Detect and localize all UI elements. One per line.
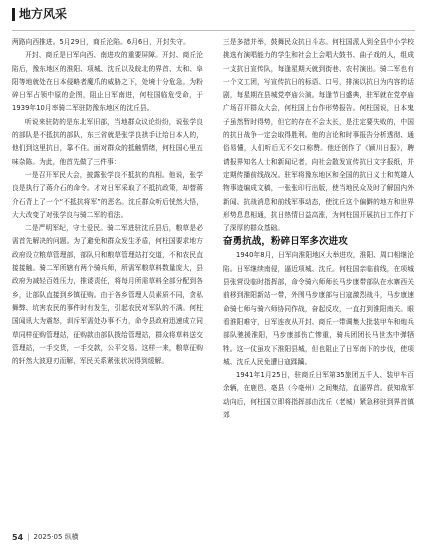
page-footer <box>12 532 79 542</box>
page-header <box>12 8 67 21</box>
issue-label: 2025·05 纵横 <box>33 533 79 541</box>
page-number: 54 <box>12 532 24 542</box>
right-column <box>223 36 414 422</box>
right-column-top <box>223 36 414 235</box>
left-column <box>12 36 203 368</box>
section-title: 地方风采 <box>12 8 67 21</box>
article-subheading: 奋勇抗战，粉碎日军多次进攻 <box>223 236 348 248</box>
right-column-bottom <box>223 249 414 422</box>
footer-divider: | <box>27 533 30 541</box>
header-rule <box>12 30 415 31</box>
paragraph: 1941年1月25日，驻商丘日军第35旅团五千人、装甲车百余辆，在鹿邑、亳县（今亳州）之间集结，直逼界首。获知敌军动向后，何柱国立即将指挥部由沈丘（老城）紧急移驻到界首镇郊 <box>223 371 414 420</box>
paragraph: 开封、商丘是日军向西、南进攻的重要屏障。开封、商丘沦陷后，豫东地区的淮阳、项城、沈丘以及皖北的界首、太和、阜阳等地就处在日本侵略者魔爪的威胁之下，处境十分危急。为粉碎日军占领中原的企图，阻止日军南进，何柱国临危受命，于1939年10月率骑二军驻防豫东地区的沈丘县。 <box>12 51 203 113</box>
paragraph: 三是多措并举，鼓舞民众抗日斗志。何柱国派人到全县中小学校挑选有演唱能力的学生和社会上会唱大鼓书、曲子戏的人，组成一支抗日宣传队，每逢星期天就到街巷、农村演出。骑二军也有一个文工团，写宣传抗日的标语、口号，排演以抗日为内容的话剧，每星期在县城党亭庙公演。每逢节日盛典，驻军就在党亭庙广场召开群众大会，何柱国上台作形势报告。何柱国说，日本鬼子虽然暂时得势，但它的存在不会太长，是注定要失败的，中国的抗日战争一定会取得胜利。他的言论和时事报告分析透彻、通俗易懂，人们听后无不交口称赞。他还创作了《颍川日报》，聘请报界知名人士和新闻记者，向社会散发宣传抗日文字报纸，并定期传播前线战况。驻军将豫东地区和全国的抗日义士和英雄人物事迹编成文稿，一张张印行出版，使当地民众及时了解国内外新闻、抗战消息和前线军事动态，使沈丘这个偏僻的地方和世界形势息息相通，抗日热情日益高涨，为何柱国开展抗日工作打下了深厚的群众基础。 <box>223 38 414 233</box>
paragraph: 1940年8月，日军向淮阳地区大举进攻，淮阳、周口相继沦陷。日军继续南侵，逼近项城、沈丘。何柱国亲临前线，在项城县张营设临时指挥部，命令骑六师师长马步康带部队在水寨西关前移到淮阳新站一带，外围马步康部与日寇激烈战斗，马步康速命骑七师与骑六师协同作战，奋起反攻，一直打到淮阳南关。眼看淮阳难守，日军连夜从开封、商丘一带调集大批装甲车和炮兵部队驰援淮阳，马步康部伤亡惨重，骑兵团团长马世杰中弹牺牲。这一仗虽攻下淮阳县城，但也阻止了日军南下的步伐，使项城、沈丘人民免遭日寇蹂躏。 <box>223 251 414 366</box>
paragraph: 两路向西推进。5月29日，商丘沦陷。6月6日，开封失守。 <box>12 38 190 46</box>
paragraph: 一是召开军民大会，披露张学良不抵抗的真相。他说，张学良是执行了蒋介石的命令。才对日军采取了不抵抗政策，却替蒋介石背上了一个“不抵抗将军”的恶名。沈丘群众听后恍然大悟，大大改变了对张学良与骑二军的看法。 <box>12 170 203 219</box>
paragraph: 听说来驻防的是东北军旧部，当地群众议论纷纷，说张学良的部队是不抵抗的部队，东三省就是张学良拱手让给日本人的，他们到这里抗日，靠不住。面对群众的抵触情绪，何柱国心里五味杂陈。为此，他首先做了三件事： <box>12 117 203 166</box>
paragraph: 二是严明军纪，守土爱民。骑二军进驻沈丘县后，粮草是必需首先解决的问题。为了避免和群众发生矛盾，何柱国要求地方政府设立粮草管理部，部队只和粮草管理站打交道，不和农民直接接触。骑二军所辖有两个骑兵师，所需军粮草料数量庞大，县政府为减轻百姓压力，推诿责任，将每月所需草料全部分配到各乡，让部队直接到乡镇征购。由于各乡管理人员素质不同，贪私舞弊、坑害农民的事件时有发生，引起农民对军队的不满。何柱国闻讯大为震怒，训斥军需处办事不力，命令县政府迅速成立同草同样征购管理站，征购款由部队拨给管理站，群众将草料送交管理站，一手交货，一手交款，公平交易。这样一来，粮草征购的轩然大波迎刃而解，军民关系紧张状况得到缓解。 <box>12 224 203 366</box>
